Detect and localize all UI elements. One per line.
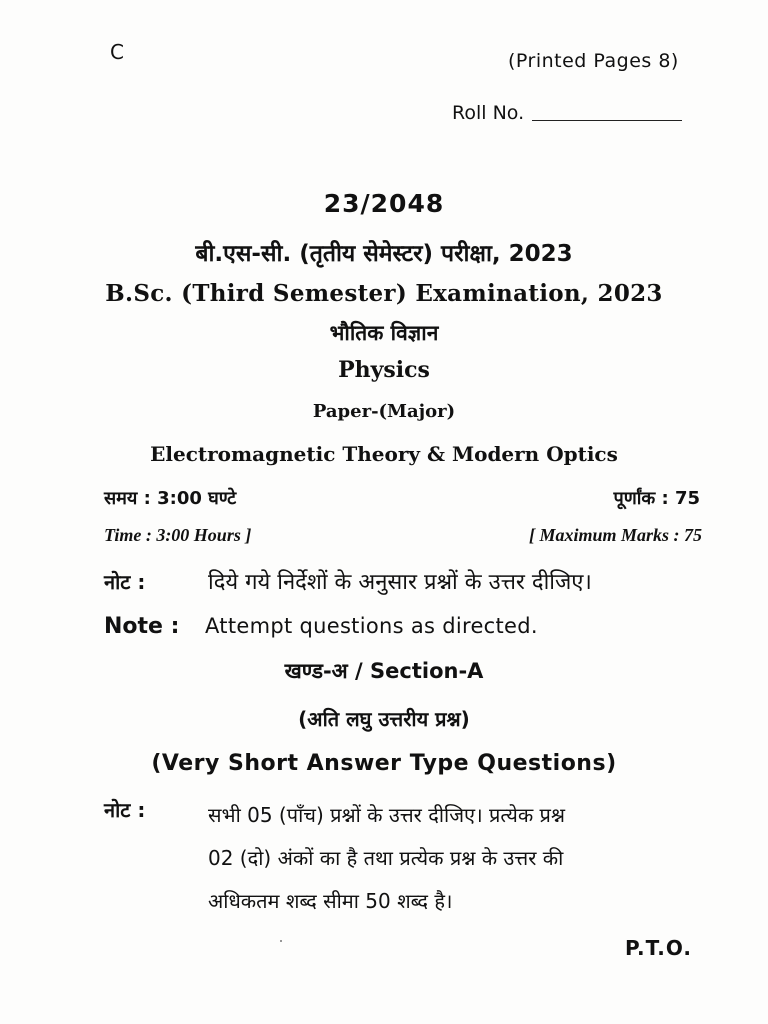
pto-label: P.T.O. (625, 936, 692, 960)
subject-hindi: भौतिक विज्ञान (329, 321, 439, 345)
printed-pages: (Printed Pages 8) (508, 50, 679, 72)
time-english: Time : 3:00 Hours ] (104, 525, 252, 545)
section-a-title: खण्ड-अ / Section-A (284, 659, 484, 683)
section-a-note-line: 02 (दो) अंकों का है तथा प्रत्येक प्रश्न के उत्तर की (208, 846, 564, 870)
exam-title-hindi: बी.एस-सी. (तृतीय सेमेस्टर) परीक्षा, 2023 (195, 241, 573, 267)
paper-code: 23/2048 (323, 189, 445, 218)
section-a-subtitle-english: (Very Short Answer Type Questions) (151, 751, 617, 776)
paper-title: Electromagnetic Theory & Modern Optics (150, 442, 618, 466)
section-a-note-label: नोट : (104, 798, 146, 822)
roll-no-blank-line (532, 120, 682, 121)
note-english-text: Attempt questions as directed. (205, 614, 538, 638)
section-a-note-line: सभी 05 (पाँच) प्रश्नों के उत्तर दीजिए। प्रत्येक प्रश्न (208, 803, 566, 827)
time-hindi: समय : 3:00 घण्टे (104, 488, 237, 509)
exam-title-english: B.Sc. (Third Semester) Examination, 2023 (105, 280, 663, 307)
roll-no-label: Roll No. (452, 102, 525, 124)
roll-no-field (452, 102, 682, 124)
section-a-note-text (208, 794, 718, 923)
scan-speck (280, 940, 282, 942)
subject-english: Physics (338, 357, 430, 383)
marks-english: [ Maximum Marks : 75 (528, 525, 702, 545)
series-code: C (110, 40, 124, 64)
note-hindi-text: दिये गये निर्देशों के अनुसार प्रश्नों के उत्तर दीजिए। (208, 570, 592, 595)
marks-hindi: पूर्णांक : 75 (613, 488, 700, 509)
note-hindi-label: नोट : (104, 570, 146, 594)
section-a-subtitle-hindi: (अति लघु उत्तरीय प्रश्न) (298, 707, 470, 731)
note-english-label: Note : (104, 614, 180, 639)
section-a-note-line: अधिकतम शब्द सीमा 50 शब्द है। (208, 889, 453, 913)
paper-type: Paper-(Major) (312, 401, 456, 422)
